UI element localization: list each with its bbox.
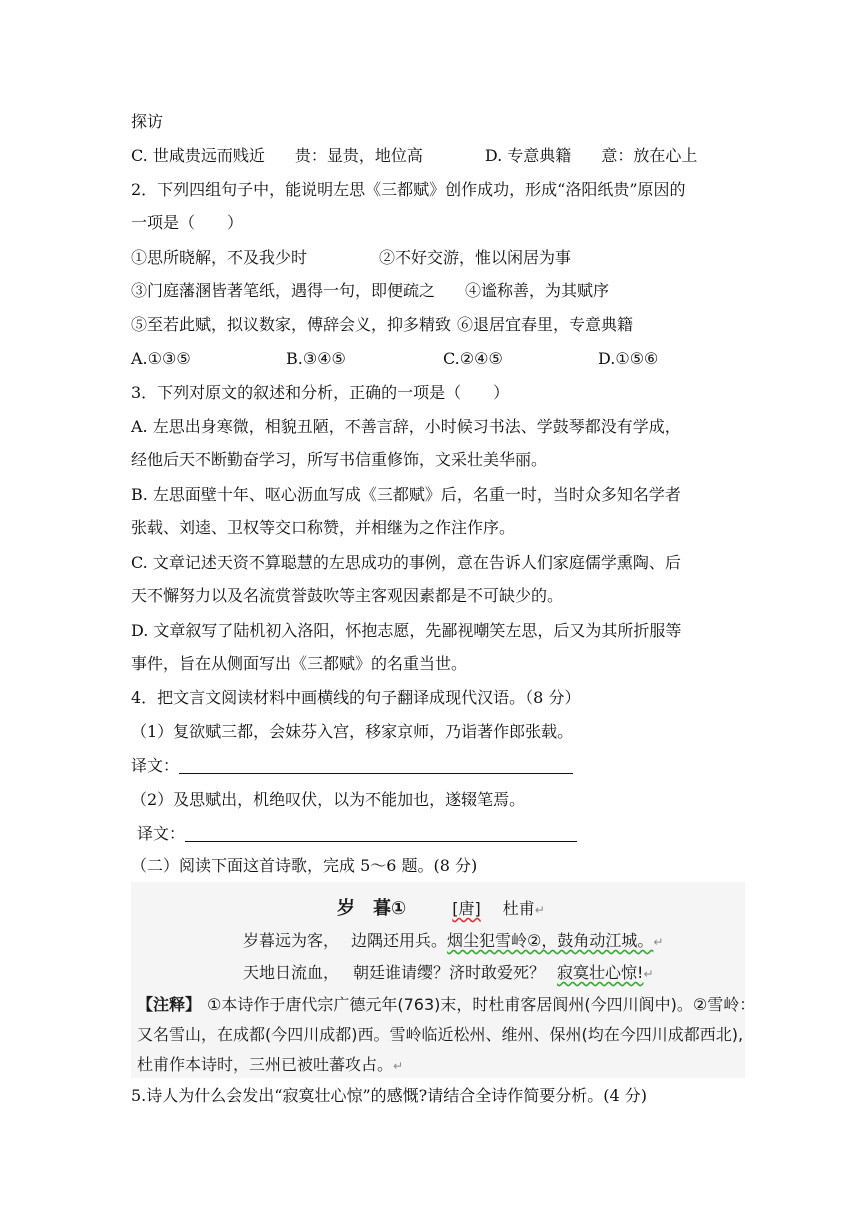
question-4-item-1: （1）复欲赋三都，会妹芬入宫，移家京师，乃诣著作郎张载。 — [131, 722, 574, 741]
answer-blank[interactable] — [179, 759, 573, 774]
sentence-row — [131, 315, 633, 335]
return-mark: ↵ — [534, 903, 545, 917]
answer-option-d: D.①⑤⑥ — [598, 349, 659, 368]
question-5-stem: 5.诗人为什么会发出“寂寞壮心惊”的感慨?请结合全诗作简要分析。(4 分) — [131, 1086, 647, 1105]
poem-note-text: 杜甫作本诗时，三州已被吐蕃攻占。 — [137, 1055, 394, 1074]
question-3-option-d-cont: 事件，旨在从侧面写出《三都赋》的名重当世。 — [131, 654, 468, 673]
question-3-option-b-cont: 张载、刘逵、卫权等交口称赞，并相继为之作注作序。 — [131, 518, 516, 537]
option-c-text: C. 世咸贵远而贱近 — [131, 146, 265, 165]
question-3-option-c-cont: 天不懈努力以及名流赏誉鼓吹等主客观因素都是不可缺少的。 — [131, 586, 564, 605]
poem-note-line-1 — [137, 994, 755, 1016]
translation-line-1 — [131, 756, 573, 776]
option-c-gloss: 贵：显贵，地位高 — [294, 146, 423, 165]
question-3-option-b: B. 左思面壁十年、呕心沥血写成《三都赋》后，名重一时，当时众多知名学者 — [131, 485, 681, 504]
poem-author: 杜甫 — [502, 899, 535, 918]
return-mark: ↵ — [393, 1059, 404, 1073]
poem-verse: 岁暮远为客， — [243, 931, 340, 950]
poem-verse: 朝廷谁请缨？济时敢爱死？ — [353, 963, 546, 982]
sentence-4: ④谧称善，为其赋序 — [465, 281, 610, 300]
poem-title: 岁 暮① — [337, 898, 407, 919]
answer-option-c: C.②④⑤ — [443, 349, 503, 368]
question-3-option-a: A. 左思出身寒微，相貌丑陋，不善言辞，小时候习书法、学鼓琴都没有学成， — [131, 417, 681, 436]
poem-dynasty: [唐] — [452, 899, 481, 918]
option-d-text: D. 专意典籍 — [484, 146, 572, 165]
sentence-6: ⑥退居宜春里，专意典籍 — [457, 315, 634, 334]
option-d-gloss: 意：放在心上 — [601, 146, 698, 165]
poem-title-line — [337, 898, 545, 921]
sentence-1: ①思所晓解，不及我少时 — [131, 248, 308, 267]
poem-line-1 — [243, 930, 663, 953]
sentence-3: ③门庭藩溷皆著笔纸，遇得一句，即便疏之 — [131, 281, 436, 300]
question-3-option-a-cont: 经他后天不断勤奋学习，所写书信重修饰，文采壮美华丽。 — [131, 450, 548, 469]
answer-option-b: B.③④⑤ — [286, 349, 346, 368]
sentence-row — [131, 281, 609, 301]
question-4-stem: 4．把文言文阅读材料中画横线的句子翻译成现代汉语。（8 分） — [131, 688, 581, 707]
question-4-item-2: （2）及思赋出，机绝叹伏，以为不能加也，遂辍笔焉。 — [131, 790, 526, 809]
sentence-5: ⑤至若此赋，拟议数家，傅辞会义，抑多精致 — [131, 315, 452, 334]
translation-label: 译文： — [137, 824, 186, 843]
question-3-option-d: D. 文章叙写了陆机初入洛阳，怀抱志愿，先鄙视嘲笑左思，后又为其所折服等 — [131, 621, 682, 640]
poem-image — [131, 882, 756, 1078]
question-2-stem-cont: 一项是（ ） — [131, 213, 244, 232]
translation-line-2 — [137, 824, 577, 844]
poem-note-line-3 — [137, 1054, 403, 1077]
text-line: 探访 — [131, 112, 164, 131]
question-3-stem: 3．下列对原文的叙述和分析，正确的一项是（ ） — [131, 383, 510, 402]
translation-label: 译文： — [131, 756, 180, 775]
poem-verse: 天地日流血， — [243, 963, 340, 982]
return-mark: ↵ — [643, 967, 654, 981]
sentence-row — [131, 248, 571, 268]
option-row-cd — [131, 146, 697, 166]
return-mark: ↵ — [653, 935, 664, 949]
poem-line-2 — [243, 962, 654, 985]
answer-blank[interactable] — [185, 827, 577, 842]
poem-note-text: ①本诗作于唐代宗广德元年(763)末，时杜甫客居阆州(今四川阆中)。②雪岭： — [207, 995, 756, 1014]
sentence-2: ②不好交游，惟以闲居为事 — [379, 248, 572, 267]
section-2-heading: （二）阅读下面这首诗歌，完成 5～6 题。(8 分) — [131, 856, 478, 875]
answer-option-a: A.①③⑤ — [131, 349, 191, 368]
poem-verse: 寂寞壮心惊! — [557, 963, 644, 982]
question-2-stem: 2．下列四组句子中，能说明左思《三都赋》创作成功，形成“洛阳纸贵”原因的 — [131, 180, 686, 199]
poem-note-label: 【注释】 — [137, 995, 202, 1014]
question-3-option-c: C. 文章记述天资不算聪慧的左思成功的事例，意在告诉人们家庭儒学熏陶、后 — [131, 553, 681, 572]
poem-verse: 烟尘犯雪岭②，鼓角动江城。 — [447, 931, 654, 950]
poem-note-line-2: 又名雪山，在成都(今四川成都)西。雪岭临近松州、维州、保州(均在今四川成都西北), — [137, 1025, 744, 1044]
answer-options — [131, 349, 658, 369]
poem-verse: 边隅还用兵。 — [351, 931, 448, 950]
